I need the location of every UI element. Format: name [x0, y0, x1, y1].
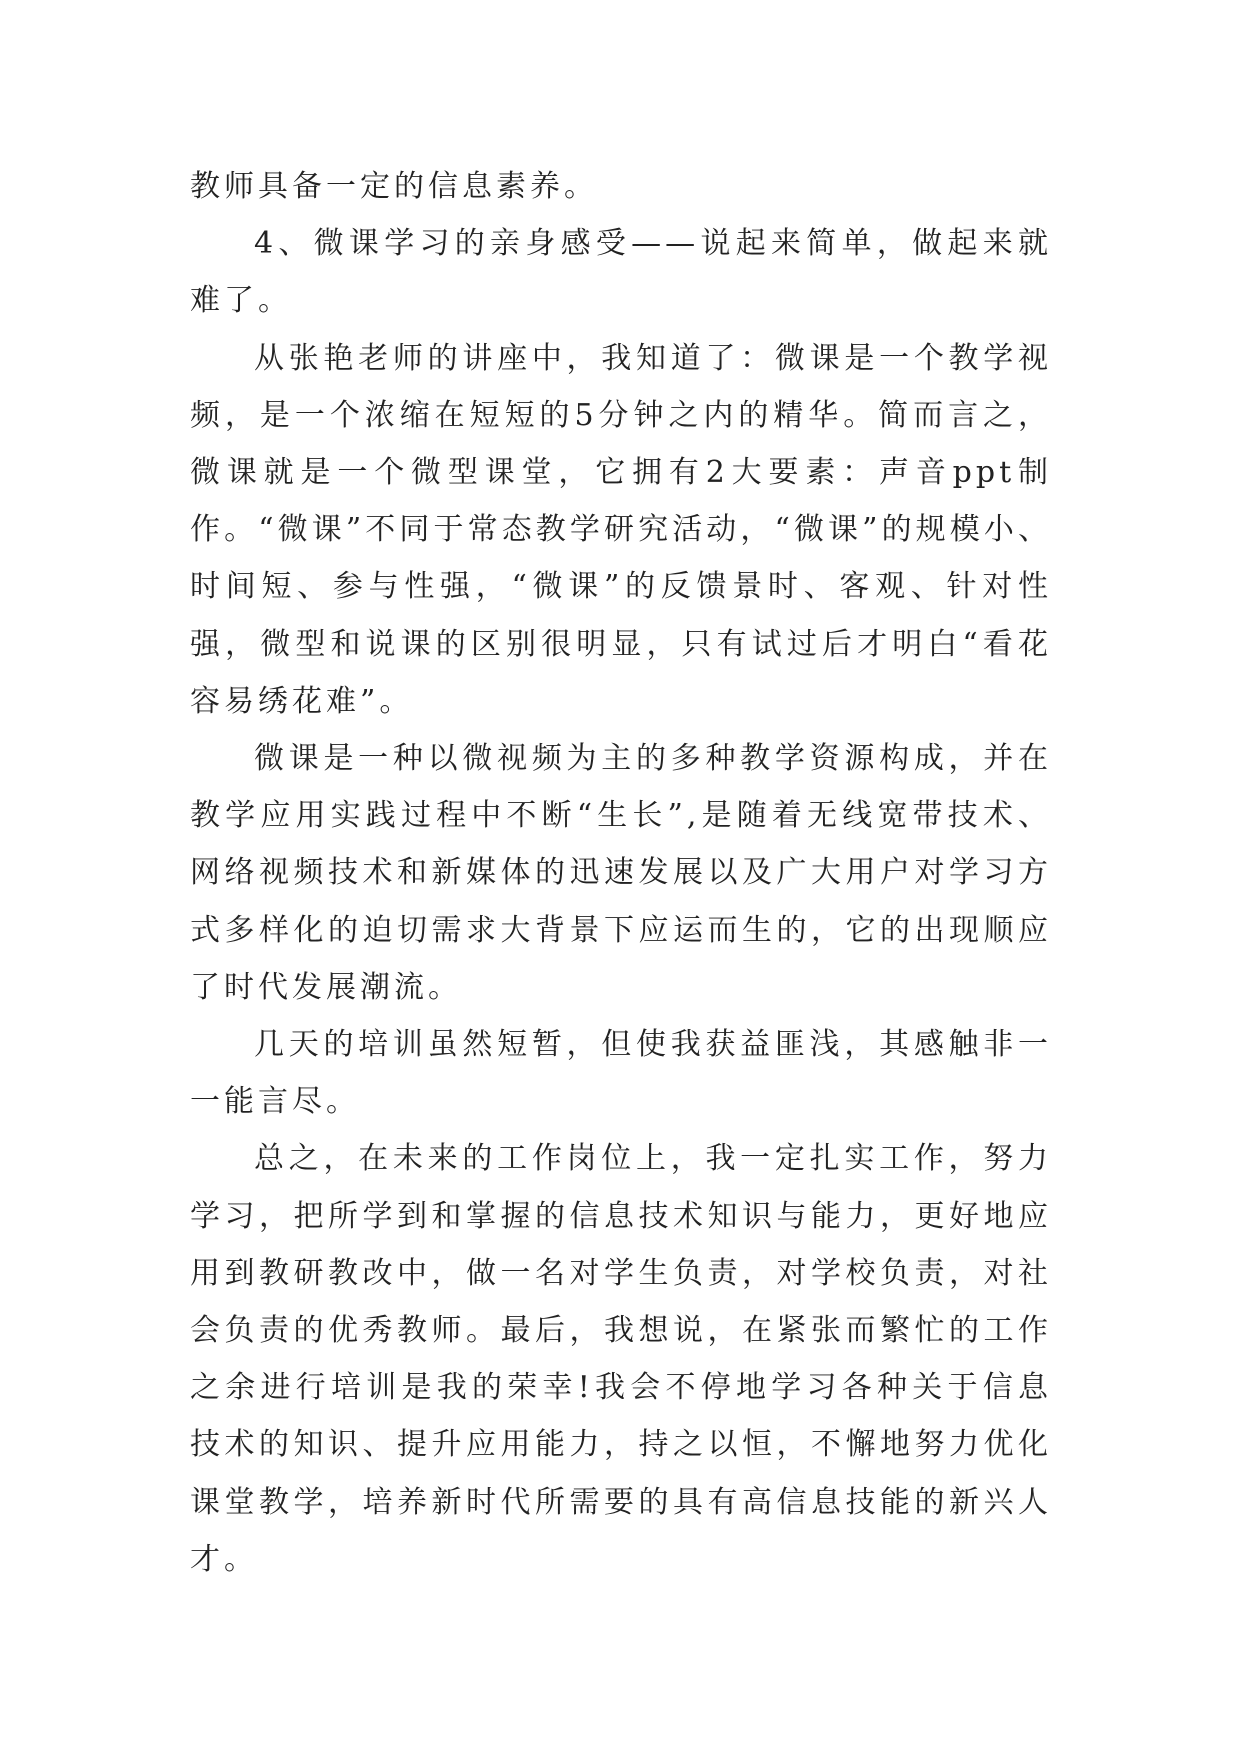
paragraph-continuation: 教师具备一定的信息素养。 [190, 169, 598, 204]
paragraph-conclusion: 总之，在未来的工作岗位上，我一定扎实工作，努力学习，把所学到和掌握的信息技术知识与能力，更好地应用到教研教改中，做一名对学生负责，对学校负责，对社会负责的优秀教师。最后，我想说，在紧张而繁忙的工作之余进行培训是我的荣幸!我会不停地学习各种关于信息技术的知识、提升应用能力，持之以恒，不懈地努力优化课堂教学，培养新时代所需要的具有高信息技能的新兴人才。 [190, 1141, 1052, 1577]
paragraph-micro-lesson: 微课是一种以微视频为主的多种教学资源构成，并在教学应用实践过程中不断“生长”,是随着无线宽带技术、网络视频技术和新媒体的迅速发展以及广大用户对学习方式多样化的迫切需求大背景下应运而生的，它的出现顺应了时代发展潮流。 [190, 741, 1052, 1005]
paragraph-section-heading: 4、微课学习的亲身感受——说起来简单，做起来就难了。 [190, 226, 1052, 319]
paragraph-lecture: 从张艳老师的讲座中，我知道了：微课是一个教学视频，是一个浓缩在短短的5分钟之内的精华。简而言之，微课就是一个微型课堂，它拥有2大要素：声音ppt制作。“微课”不同于常态教学研究活动，“微课”的规模小、时间短、参与性强，“微课”的反馈景时、客观、针对性强，微型和说课的区别很明显，只有试过后才明白“看花容易绣花难”。 [190, 340, 1052, 719]
document-body [190, 158, 1052, 1588]
paragraph-training: 几天的培训虽然短暂，但使我获益匪浅，其感触非一一能言尽。 [190, 1027, 1052, 1120]
